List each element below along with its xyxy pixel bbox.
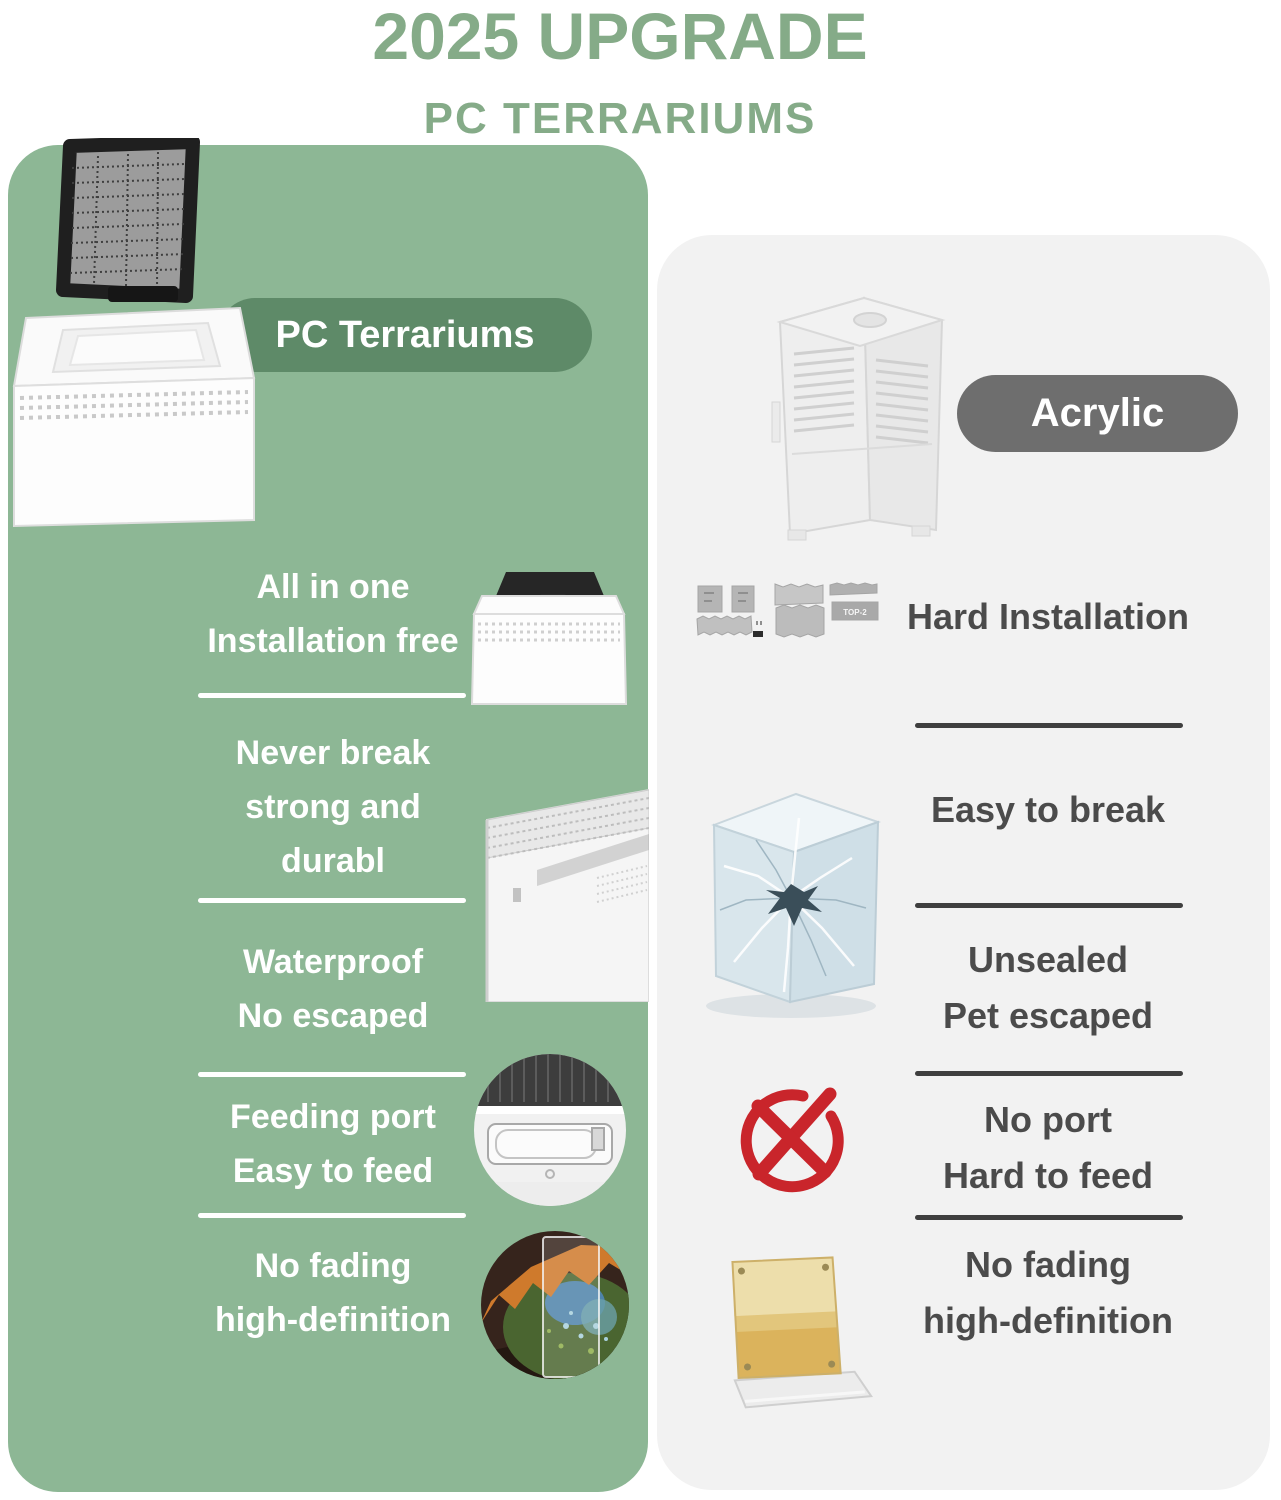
drawback-unsealed	[880, 932, 1216, 1044]
divider	[915, 1215, 1183, 1220]
page-subtitle: PC TERRARIUMS	[423, 94, 817, 143]
divider	[915, 1071, 1183, 1076]
feature-never-break	[168, 726, 498, 888]
divider	[915, 903, 1183, 908]
feature-line: Waterproof	[242, 943, 424, 981]
cracked-acrylic-cube-photo	[696, 780, 894, 1020]
feature-line: Installation free	[207, 622, 459, 660]
drawback-line: Pet escaped	[942, 995, 1154, 1036]
feeding-port-photo	[474, 1054, 626, 1206]
drawback-line: high-definition	[923, 1300, 1173, 1341]
acrylic-badge	[957, 375, 1238, 452]
drawback-line: Easy to break	[930, 789, 1166, 830]
feature-line: Feeding port	[230, 1098, 436, 1136]
red-cross-icon	[733, 1076, 851, 1200]
divider	[198, 693, 466, 698]
yellowed-acrylic-photo	[718, 1246, 873, 1416]
pc-terrarium-photo	[8, 138, 258, 528]
feature-line: All in one	[256, 568, 410, 606]
feature-feeding-port	[168, 1090, 498, 1198]
feature-line: Easy to feed	[232, 1152, 434, 1190]
drawback-no-port	[880, 1092, 1216, 1204]
parts-top2-label: TOP-2	[843, 608, 867, 617]
acrylic-badge-label: Acrylic	[1030, 391, 1165, 435]
pc-terrarium-closed-photo	[468, 566, 628, 708]
drawback-fading	[880, 1237, 1216, 1349]
feature-line: durabl	[281, 842, 385, 880]
pc-terrariums-badge	[218, 298, 592, 372]
pc-terrariums-badge-label: PC Terrariums	[275, 313, 535, 356]
drawback-line: Unsealed	[967, 939, 1129, 980]
drawback-easy-to-break	[880, 782, 1216, 838]
feature-all-in-one	[168, 560, 498, 668]
feature-line: strong and	[245, 788, 421, 826]
feature-no-fading	[168, 1239, 498, 1347]
drawback-line: Hard to feed	[942, 1155, 1154, 1196]
feature-line: high-definition	[214, 1301, 452, 1339]
divider	[915, 723, 1183, 728]
page-title: 2025 UPGRADE	[372, 0, 868, 73]
drawback-line: Hard Installation	[906, 596, 1190, 637]
pc-terrarium-corner-photo	[477, 770, 649, 1002]
drawback-hard-installation	[880, 589, 1216, 645]
acrylic-flat-parts-photo	[690, 578, 890, 648]
feature-line: No escaped	[237, 997, 429, 1035]
feature-waterproof	[168, 935, 498, 1043]
feature-line: Never break	[235, 734, 431, 772]
chameleon-clarity-photo	[481, 1231, 629, 1379]
feature-line: No fading	[254, 1247, 412, 1285]
drawback-line: No fading	[965, 1244, 1131, 1285]
acrylic-terrarium-photo	[752, 282, 967, 547]
divider	[198, 1072, 466, 1077]
divider	[198, 898, 466, 903]
divider	[198, 1213, 466, 1218]
drawback-line: No port	[984, 1099, 1112, 1140]
